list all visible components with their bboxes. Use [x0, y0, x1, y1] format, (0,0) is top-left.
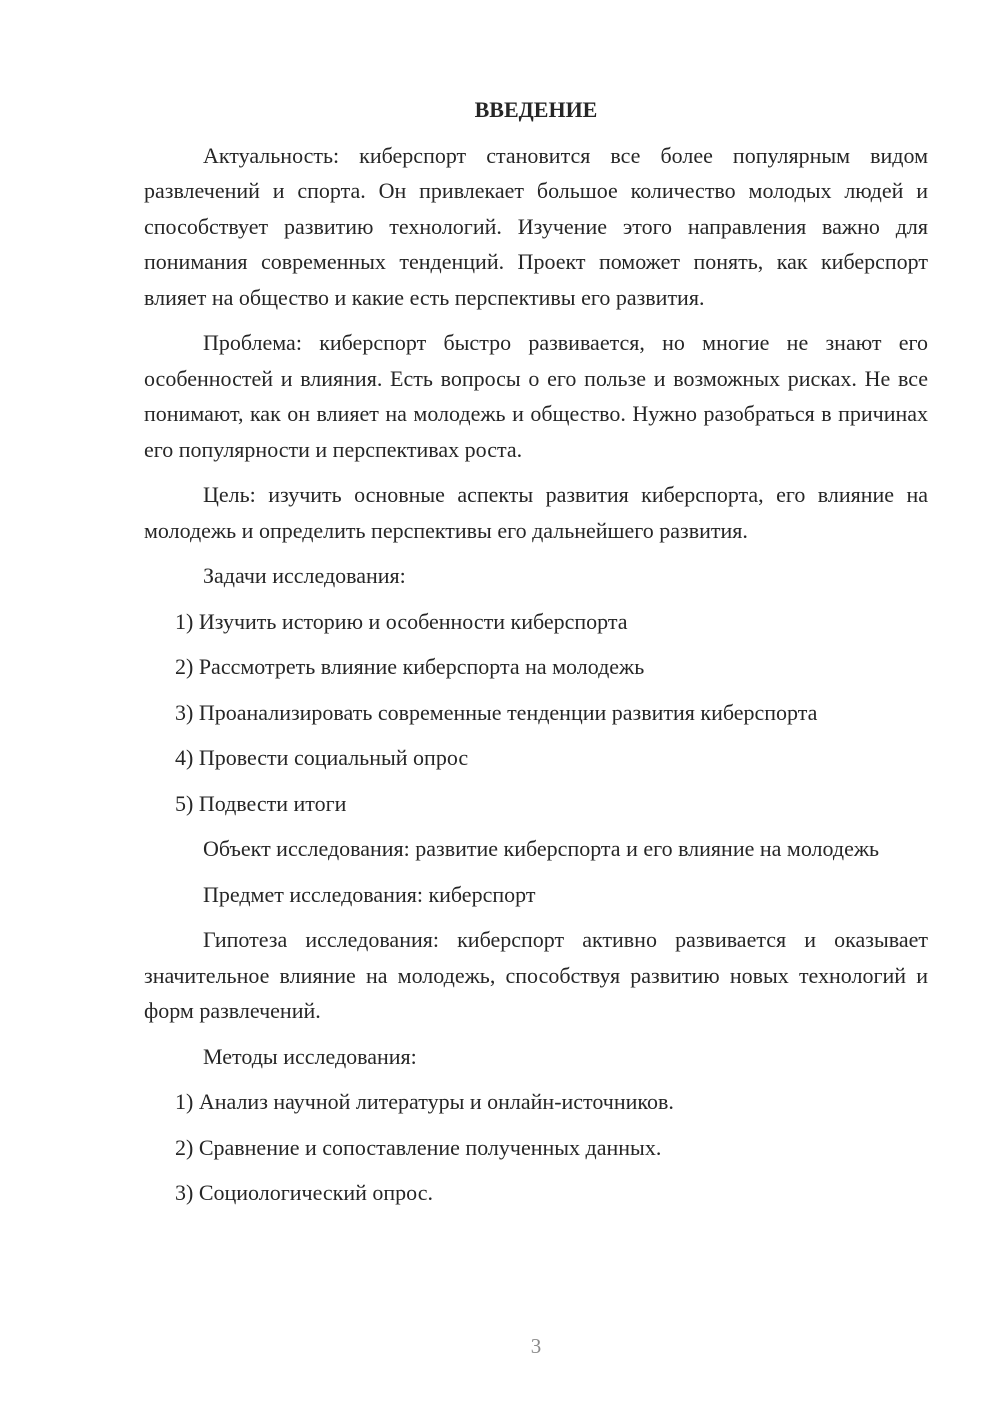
list-item: 2) Рассмотреть влияние киберспорта на молодежь	[175, 654, 645, 679]
list-item: 4) Провести социальный опрос	[175, 745, 469, 770]
relevance-paragraph: Актуальность: киберспорт становится все более популярным видом развлечений и спорта. Он привлекает большое количество молодых людей и способствует развитию технологий. Изучение этого направления важно для понимания современных тенденций. Проект поможет понять, как киберспорт влияет на общество и какие есть перспективы его развития.	[144, 142, 928, 310]
list-item: 5) Подвести итоги	[175, 790, 347, 816]
list-item: 3) Социологический опрос.	[175, 1180, 433, 1205]
methods-list	[144, 1084, 928, 1211]
page-title: ВВЕДЕНИЕ	[474, 97, 598, 122]
page-content	[144, 92, 928, 1221]
list-item: 3) Проанализировать современные тенденции развития киберспорта	[175, 699, 818, 725]
page-number: 3	[530, 1334, 542, 1358]
hypothesis-paragraph: Гипотеза исследования: киберспорт активно развивается и оказывает значительное влияние на молодежь, способствуя развитию новых технологий и форм развлечений.	[144, 927, 928, 1023]
methods-label: Методы исследования:	[203, 1043, 417, 1069]
problem-paragraph: Проблема: киберспорт быстро развивается, но многие не знают его особенностей и влияния. Есть вопросы о его пользе и возможных рисках. Не все понимают, как он влияет на молодежь и общество. Нужно разобраться в причинах его популярности и перспективах роста.	[144, 330, 928, 462]
subject-paragraph: Предмет исследования: киберспорт	[203, 881, 536, 907]
object-paragraph: Объект исследования: развитие киберспорта и его влияние на молодежь	[203, 836, 880, 861]
list-item: 1) Анализ научной литературы и онлайн-источников.	[175, 1089, 674, 1114]
list-item: 2) Сравнение и сопоставление полученных данных.	[175, 1134, 662, 1160]
tasks-list	[144, 604, 928, 822]
tasks-label: Задачи исследования:	[203, 563, 406, 588]
list-item: 1) Изучить историю и особенности киберспорта	[175, 608, 628, 634]
goal-paragraph: Цель: изучить основные аспекты развития киберспорта, его влияние на молодежь и определить перспективы его дальнейшего развития.	[144, 482, 928, 543]
